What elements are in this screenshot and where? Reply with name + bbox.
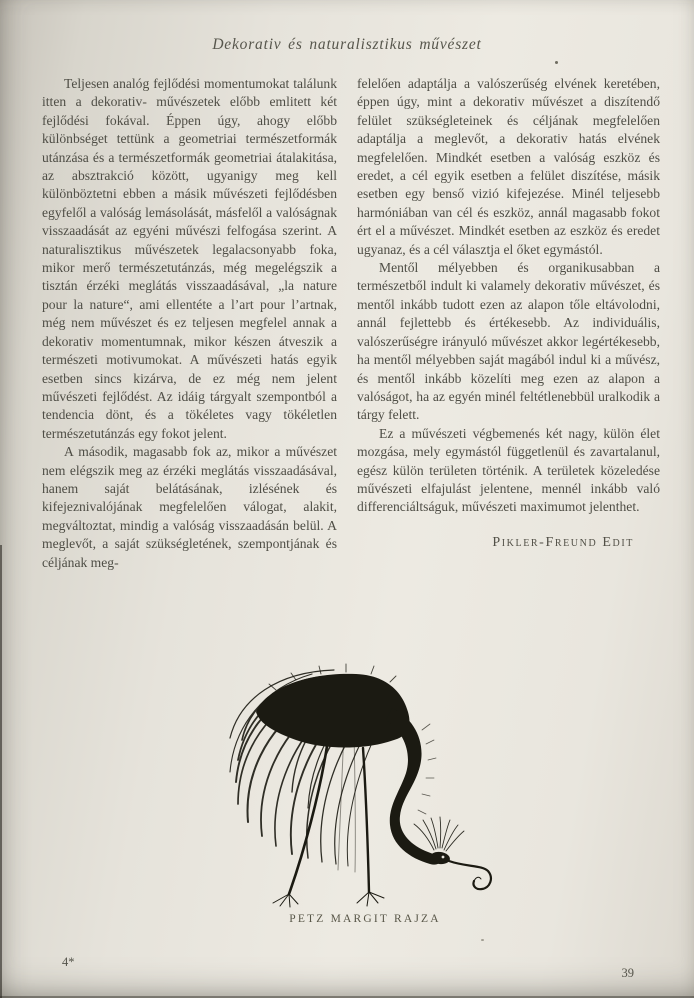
bird-ink-drawing-icon (216, 660, 506, 908)
paragraph: Mentől mélyebben és organikusabban a természetből indult ki valamely dekorativ művészet, és mentől inkább tudott ezen az alapon tőle eltávolodni, annál fejlettebb és értékesebb. Az individuális, valószerűségre irányuló művészet akkor legértékesebb, ha mentől mélyebben saját magából indul ki a művész, és mentől inkább közelíti meg ezen az alapon a valóságot, ha az egyén minél feltétlenebbül uralkodik a tárgy felett. (357, 260, 660, 423)
article-columns (0, 54, 694, 572)
paragraph: Ez a művészeti végbemenés két nagy, külön élet mozgása, mely egymástól függetlenül és zavartalanul, egész külön területen történik. A területek közeledése művészeti elfajulást jelentene, mennél inkább való differenciáltságuk, művészeti maximumot jelenthet. (357, 425, 660, 515)
page-number: 39 (621, 966, 634, 980)
scan-speck (481, 939, 484, 941)
page-title: Dekorativ és naturalisztikus művészet (212, 36, 482, 53)
column-right (357, 75, 660, 572)
illustration-figure (0, 660, 694, 925)
scan-edge-left (0, 545, 2, 998)
illustration-caption: PETZ MARGIT RAJZA (289, 913, 441, 925)
column-left (42, 75, 337, 572)
paragraph: Teljesen analóg fejlődési momentumokat találunk itten a dekorativ- művészetek előbb emlitett két fejlődési fokával. Éppen úgy, ahogy előbb különbséget tettünk a geometriai természetformák utánzása és a természetformák geometriai átalakitása, az absztrakció között, ugyanigy meg kell különböztetni ebben a másik művészeti fejlődésben egyfelől a valóság lemásolását, másfelől a valóságnak visszaadását az egyéni művészi felfogása szerint. A naturalisztikus művészetek legalacsonyabb foka, mikor merő természetutánzás, még megelégszik a tisztán érzéki meglátás visszaadásával, „la nature pour la nature“, ami ellentéte a l’art pour l’artnak, még nem művészet és ez teljesen megfelel annak a dekorativ momentumnak, mikor készen átveszik a természeti motivumokat. A művészeti hatás egyik esetben sincs kizárva, de ez még nem jelent művészeti fejlődést. Az idáig tárgyalt szempontból a tendencia dönt, és a tökéletes vagy tökéletlen természetutánzás egy fokot jelent. (42, 76, 338, 441)
paragraph: A második, magasabb fok az, mikor a művészet nem elégszik meg az érzéki meglátás visszaadásával, hanem saját belátásának, izlésének és kifejeznivalójának megfelelően válogat, alakit, megváltoztat, mindig a valóság visszaadásán belül. A meglevőt, a saját szükségletének, szempontjának és céljának meg- (42, 444, 338, 570)
paragraph: felelően adaptálja a valószerűség elvének keretében, éppen úgy, mint a dekorativ művészet a diszítendő felület szükségleteinek és céljának megfelelően adaptálja a meglevőt, a dekorativ hatás elvének megfelelően. Mindkét esetben a valóság eszköz és eredet, a cél egyik esetben a felület diszítése, másik esetben egy benső vizió kifejezése. Minél teljesebb harmóniában van cél és eszköz, annál magasabb fokot ért el a művészet. Mindkét esetben az eszköz és eredet ugyanaz, és a cél választja el őket egymástól. (357, 76, 660, 257)
footnote-mark: 4* (62, 955, 75, 969)
author-signature: Pikler-Freund Edit (492, 534, 634, 550)
scan-speck (555, 61, 558, 64)
